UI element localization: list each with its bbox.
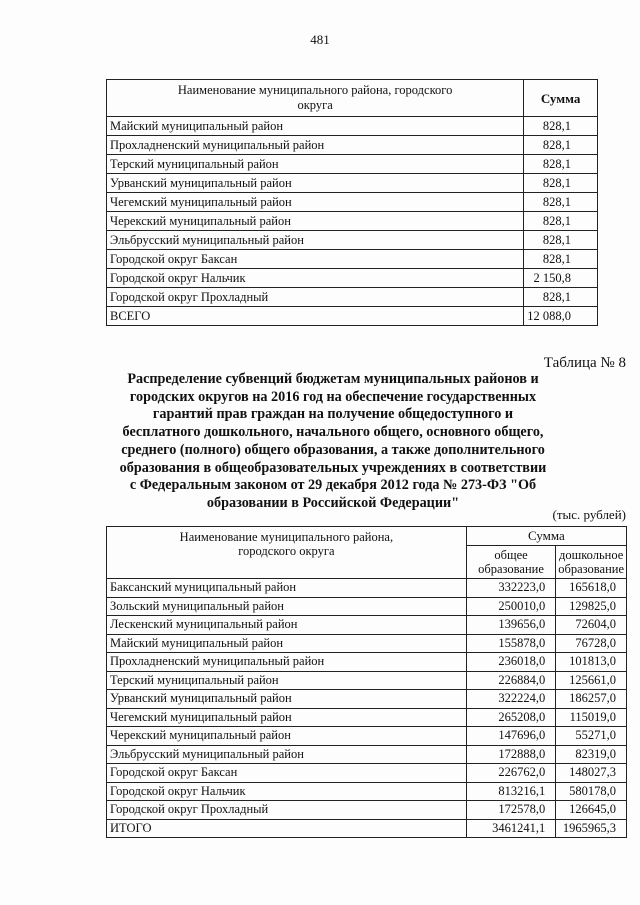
row-value: 828,1 (524, 288, 598, 307)
row-general-value: 226762,0 (466, 764, 555, 783)
row-general-value: 139656,0 (466, 616, 555, 635)
row-preschool-value: 186257,0 (556, 690, 627, 709)
row-value: 828,1 (524, 212, 598, 231)
row-preschool-value: 72604,0 (556, 616, 627, 635)
table-row (107, 653, 627, 672)
table-row (107, 727, 627, 746)
row-general-value: 147696,0 (466, 727, 555, 746)
row-preschool-value: 580178,0 (556, 782, 627, 801)
row-name: Майский муниципальный район (107, 634, 467, 653)
row-preschool-value: 115019,0 (556, 708, 627, 727)
row-name: Зольский муниципальный район (107, 597, 467, 616)
row-value: 828,1 (524, 117, 598, 136)
table2-header-sum: Сумма (466, 527, 626, 546)
table-row (107, 269, 598, 288)
row-value: 828,1 (524, 174, 598, 193)
table-row (107, 579, 627, 598)
table-row (107, 136, 598, 155)
row-value: 828,1 (524, 250, 598, 269)
table-row (107, 801, 627, 820)
row-name: Чегемский муниципальный район (107, 193, 524, 212)
row-name: Городской округ Баксан (107, 250, 524, 269)
table-title: Распределение субвенций бюджетам муниципальных районов и городских округов на 2016 год на обеспечение государственных гарантий прав граждан на получение общедоступного и бесплатного дошкольного, начального общего, основного общего, среднего (полного) общего образования, а также дополнительного образования в общеобразовательных учреждениях в соответствии с Федеральным законом от 29 декабря 2012 года № 273-ФЗ "Об образовании в Российской Федерации" (119, 371, 547, 511)
table-row (107, 212, 598, 231)
row-name: Прохладненский муниципальный район (107, 653, 467, 672)
total-label: ИТОГО (107, 819, 467, 838)
table-row (107, 764, 627, 783)
row-general-value: 155878,0 (466, 634, 555, 653)
table-row (107, 155, 598, 174)
table-row (107, 708, 627, 727)
row-name: Эльбрусский муниципальный район (107, 231, 524, 250)
row-general-value: 172888,0 (466, 745, 555, 764)
row-value: 828,1 (524, 155, 598, 174)
table-row (107, 174, 598, 193)
row-name: Городской округ Нальчик (107, 269, 524, 288)
total-preschool-value: 1965965,3 (556, 819, 627, 838)
row-name: Прохладненский муниципальный район (107, 136, 524, 155)
row-name: Городской округ Баксан (107, 764, 467, 783)
table-row (107, 671, 627, 690)
row-preschool-value: 101813,0 (556, 653, 627, 672)
row-value: 2 150,8 (524, 269, 598, 288)
row-name: Черекский муниципальный район (107, 727, 467, 746)
total-value: 12 088,0 (524, 307, 598, 326)
row-name: Эльбрусский муниципальный район (107, 745, 467, 764)
row-name: Баксанский муниципальный район (107, 579, 467, 598)
subsidy-table-1 (106, 79, 598, 326)
row-general-value: 322224,0 (466, 690, 555, 709)
total-general-value: 3461241,1 (466, 819, 555, 838)
subsidy-table-8 (106, 526, 627, 838)
row-general-value: 813216,1 (466, 782, 555, 801)
row-general-value: 332223,0 (466, 579, 555, 598)
units-label: (тыс. рублей) (552, 507, 626, 522)
row-preschool-value: 126645,0 (556, 801, 627, 820)
table-row (107, 745, 627, 764)
total-row (107, 307, 598, 326)
row-name: Городской округ Прохладный (107, 801, 467, 820)
table-row (107, 231, 598, 250)
row-preschool-value: 82319,0 (556, 745, 627, 764)
row-name: Урванский муниципальный район (107, 174, 524, 193)
row-name: Терский муниципальный район (107, 671, 467, 690)
row-name: Лескенский муниципальный район (107, 616, 467, 635)
table-row (107, 288, 598, 307)
row-general-value: 265208,0 (466, 708, 555, 727)
total-label: ВСЕГО (107, 307, 524, 326)
row-value: 828,1 (524, 193, 598, 212)
row-preschool-value: 148027,3 (556, 764, 627, 783)
table-row (107, 250, 598, 269)
row-name: Майский муниципальный район (107, 117, 524, 136)
table2-header-name: Наименование муниципального района, городского округа (107, 527, 467, 579)
row-preschool-value: 129825,0 (556, 597, 627, 616)
table2-header-preschool: дошкольное образование (556, 546, 627, 579)
row-preschool-value: 165618,0 (556, 579, 627, 598)
table-row (107, 193, 598, 212)
row-general-value: 172578,0 (466, 801, 555, 820)
row-name: Чегемский муниципальный район (107, 708, 467, 727)
row-preschool-value: 125661,0 (556, 671, 627, 690)
row-name: Городской округ Прохладный (107, 288, 524, 307)
row-preschool-value: 55271,0 (556, 727, 627, 746)
table-row (107, 690, 627, 709)
table-number: Таблица № 8 (543, 355, 626, 371)
row-value: 828,1 (524, 231, 598, 250)
row-name: Черекский муниципальный район (107, 212, 524, 231)
table2-header-general: общее образование (466, 546, 555, 579)
row-general-value: 250010,0 (466, 597, 555, 616)
table1-header-sum: Сумма (524, 80, 598, 117)
row-preschool-value: 76728,0 (556, 634, 627, 653)
row-name: Урванский муниципальный район (107, 690, 467, 709)
row-general-value: 226884,0 (466, 671, 555, 690)
row-name: Терский муниципальный район (107, 155, 524, 174)
table1-header-name: Наименование муниципального района, городского округа (107, 80, 524, 117)
row-value: 828,1 (524, 136, 598, 155)
table-row (107, 782, 627, 801)
table-row (107, 616, 627, 635)
table-row (107, 117, 598, 136)
table-row (107, 634, 627, 653)
page-number: 481 (310, 32, 330, 47)
row-general-value: 236018,0 (466, 653, 555, 672)
row-name: Городской округ Нальчик (107, 782, 467, 801)
table-row (107, 597, 627, 616)
total-row (107, 819, 627, 838)
